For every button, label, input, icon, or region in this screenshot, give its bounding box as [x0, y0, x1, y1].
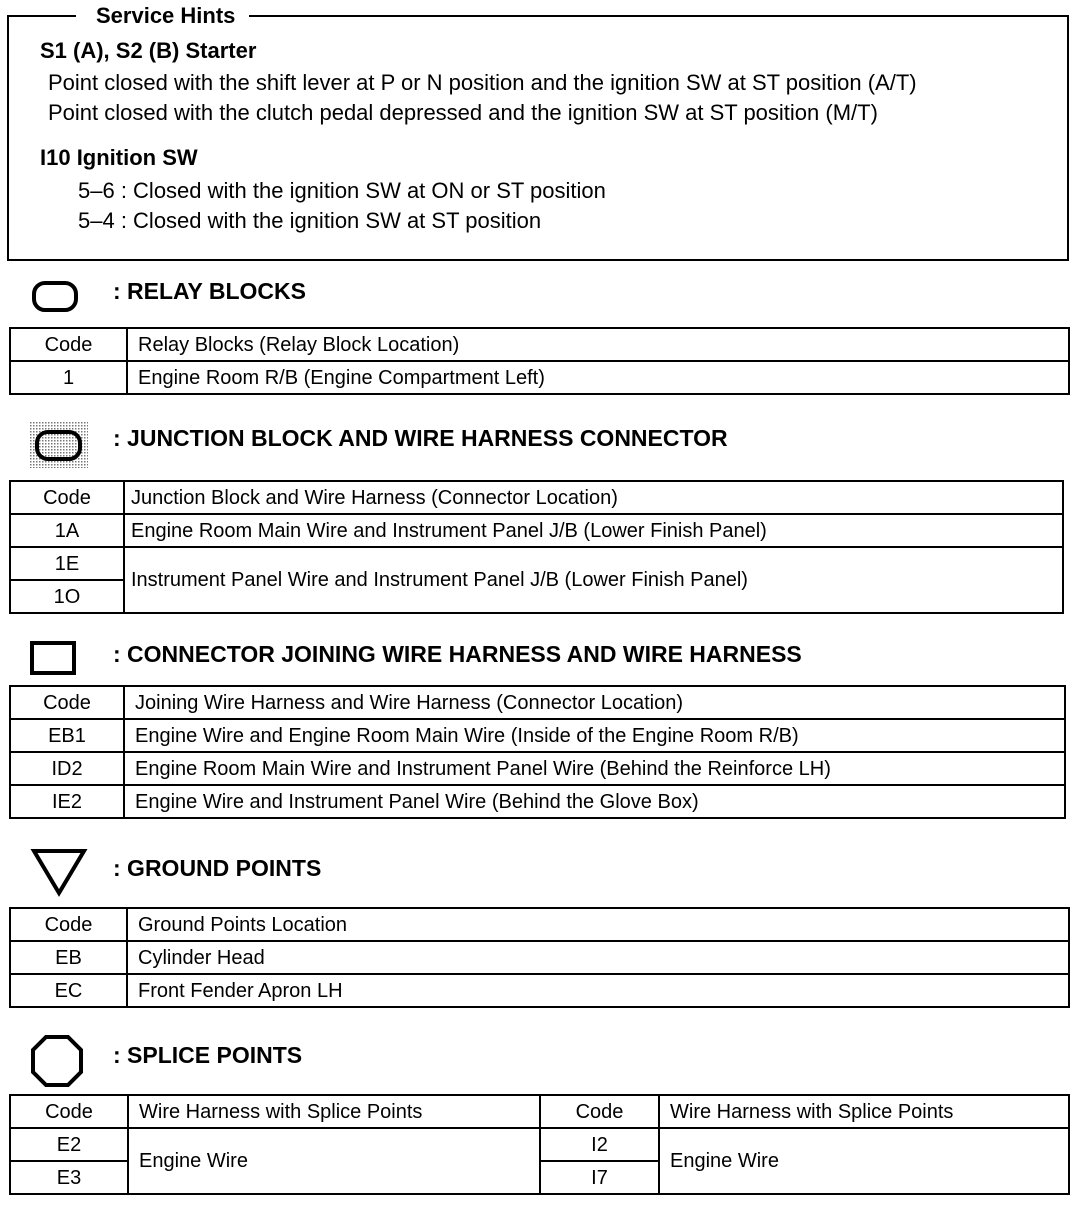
ground-points-title: : GROUND POINTS [113, 855, 322, 881]
starter-line-1: Point closed with the shift lever at P or N position and the ignition SW at ST position (A/T) [48, 70, 917, 95]
code-cell: I7 [540, 1161, 659, 1194]
relay-blocks-table [9, 327, 1070, 395]
junction-block-title: : JUNCTION BLOCK AND WIRE HARNESS CONNECTOR [113, 425, 728, 451]
desc-cell: Engine Room Main Wire and Instrument Panel Wire (Behind the Reinforce LH) [124, 752, 1065, 785]
code-cell: I2 [540, 1128, 659, 1161]
table-row [10, 1128, 1069, 1161]
desc-cell: Engine Wire and Instrument Panel Wire (Behind the Glove Box) [124, 785, 1065, 818]
code-header: Code [10, 908, 127, 941]
ignition-heading: I10 Ignition SW [40, 145, 198, 170]
code-header: Code [10, 481, 124, 514]
code-header: Code [10, 686, 124, 719]
junction-block-table [9, 480, 1064, 614]
connectors-table [9, 685, 1066, 819]
desc-header: Relay Blocks (Relay Block Location) [127, 328, 1069, 361]
table-header-row [10, 908, 1069, 941]
table-row [10, 785, 1065, 818]
code-cell: ID2 [10, 752, 124, 785]
code-cell: 1E [10, 547, 124, 580]
desc-header: Junction Block and Wire Harness (Connector Location) [124, 481, 1063, 514]
desc-cell: Engine Wire and Engine Room Main Wire (Inside of the Engine Room R/B) [124, 719, 1065, 752]
desc-header: Joining Wire Harness and Wire Harness (Connector Location) [124, 686, 1065, 719]
desc-header: Wire Harness with Splice Points [659, 1095, 1069, 1128]
ignition-line-2: 5–4 : Closed with the ignition SW at ST position [78, 208, 542, 233]
desc-cell: Engine Wire [128, 1128, 540, 1194]
desc-cell: Front Fender Apron LH [127, 974, 1069, 1007]
desc-cell: Instrument Panel Wire and Instrument Panel J/B (Lower Finish Panel) [124, 547, 1063, 613]
code-header: Code [10, 328, 127, 361]
shaded-rounded-rectangle-icon [30, 422, 88, 468]
connectors-title: : CONNECTOR JOINING WIRE HARNESS AND WIRE HARNESS [113, 641, 802, 667]
table-row [10, 514, 1063, 547]
desc-cell: Cylinder Head [127, 941, 1069, 974]
code-cell: 1 [10, 361, 127, 394]
code-cell: EB1 [10, 719, 124, 752]
table-row [10, 752, 1065, 785]
table-row [10, 941, 1069, 974]
desc-cell: Engine Room R/B (Engine Compartment Left) [127, 361, 1069, 394]
desc-cell: Engine Wire [659, 1128, 1069, 1194]
starter-heading: S1 (A), S2 (B) Starter [40, 38, 257, 63]
table-row [10, 974, 1069, 1007]
down-triangle-icon [30, 848, 88, 898]
starter-line-2: Point closed with the clutch pedal depressed and the ignition SW at ST position (M/T) [48, 100, 878, 125]
table-row [10, 719, 1065, 752]
code-cell: E2 [10, 1128, 128, 1161]
ignition-line-1: 5–6 : Closed with the ignition SW at ON or ST position [78, 178, 606, 203]
splice-points-title: : SPLICE POINTS [113, 1042, 303, 1068]
table-header-row [10, 686, 1065, 719]
code-cell: EB [10, 941, 127, 974]
desc-header: Ground Points Location [127, 908, 1069, 941]
table-row [10, 547, 1063, 580]
code-cell: EC [10, 974, 127, 1007]
table-header-row [10, 1095, 1069, 1128]
splice-points-table [9, 1094, 1070, 1195]
rectangle-icon [30, 641, 78, 676]
table-header-row [10, 481, 1063, 514]
code-cell: E3 [10, 1161, 128, 1194]
desc-header: Wire Harness with Splice Points [128, 1095, 540, 1128]
rounded-rectangle-icon [32, 280, 80, 314]
octagon-icon [30, 1034, 84, 1088]
desc-cell: Engine Room Main Wire and Instrument Panel J/B (Lower Finish Panel) [124, 514, 1063, 547]
table-row [10, 361, 1069, 394]
code-cell: 1O [10, 580, 124, 613]
relay-blocks-title: : RELAY BLOCKS [113, 278, 306, 304]
table-header-row [10, 328, 1069, 361]
code-cell: 1A [10, 514, 124, 547]
ground-points-table [9, 907, 1070, 1008]
code-cell: IE2 [10, 785, 124, 818]
code-header: Code [10, 1095, 128, 1128]
service-hints-title: Service Hints [76, 2, 249, 30]
code-header: Code [540, 1095, 659, 1128]
